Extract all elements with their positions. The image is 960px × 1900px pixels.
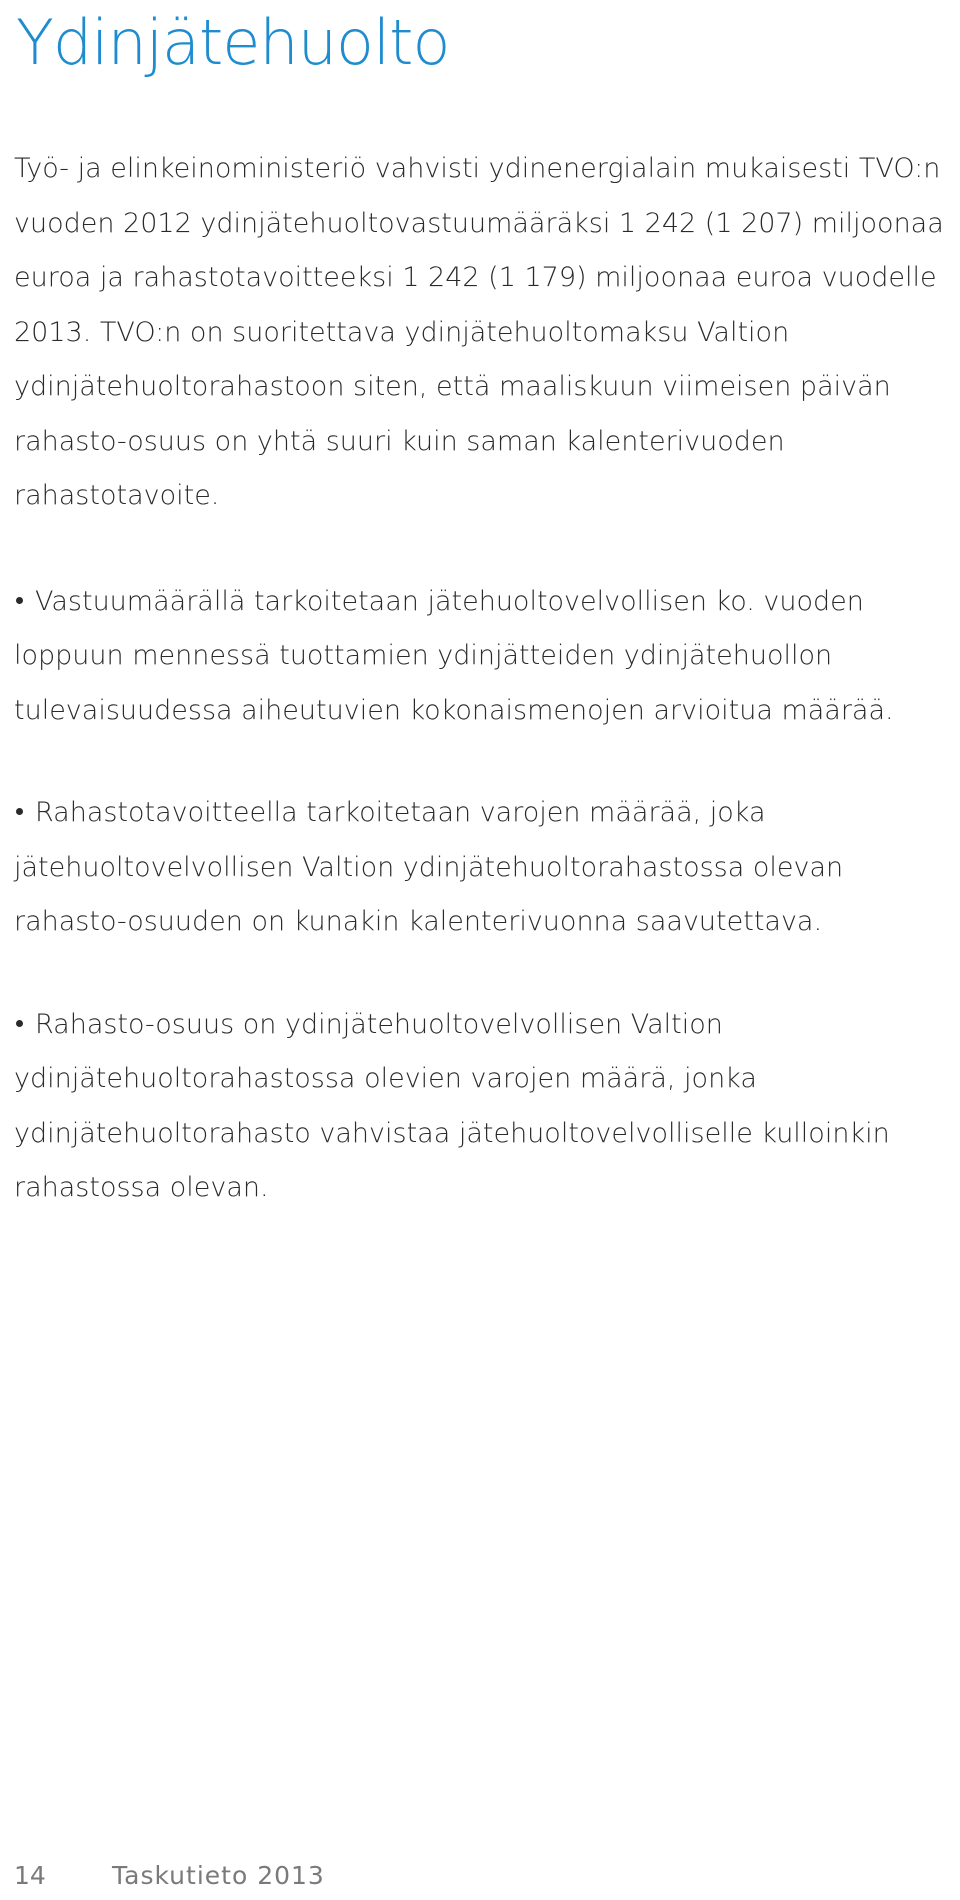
list-item-text: Vastuumäärällä tarkoitetaan jätehuoltovelvollisen ko. vuoden loppuun mennessä tuottamien ydinjätteiden ydinjätehuollon tulevaisuudessa aiheutuvien kokonaismenojen arvioitua määrää. [14, 585, 894, 726]
intro-paragraph: Työ- ja elinkeinoministeriö vahvisti ydinenergialain mukaisesti TVO:n vuoden 2012 ydinjätehuoltovastuumääräksi 1 242 (1 207) miljoonaa euroa ja rahastotavoitteeksi 1 242 (1 179) miljoonaa euroa vuodelle 2013. TVO:n on suoritettava ydinjätehuoltomaksu Valtion ydinjätehuoltorahastoon siten, että maaliskuun viimeisen päivän rahasto-osuus on yhtä suuri kuin saman kalenterivuoden rahastotavoite. [14, 153, 944, 511]
main-content [14, 142, 952, 1216]
list-item-text: Rahasto-osuus on ydinjätehuoltovelvollisen Valtion ydinjätehuoltorahastossa olevien varojen määrä, jonka ydinjätehuoltorahasto vahvistaa jätehuoltovelvolliselle kulloinkin rahastossa olevan. [14, 1008, 890, 1203]
bullet-icon [16, 597, 23, 604]
bullet-icon [16, 1020, 23, 1027]
page-number: 14 [14, 1861, 46, 1890]
list-item-text: Rahastotavoitteella tarkoitetaan varojen määrää, joka jätehuoltovelvollisen Valtion ydinjätehuoltorahastossa olevan rahasto-osuuden on kunakin kalenterivuonna saavutettava. [14, 797, 844, 937]
page-footer [14, 1860, 325, 1892]
bullet-icon [16, 808, 23, 815]
list-item [14, 575, 952, 739]
list-item [14, 998, 952, 1216]
page-title: Ydinjätehuolto [16, 6, 450, 79]
definition-list [14, 575, 952, 1216]
publication-name: Taskutieto 2013 [112, 1861, 325, 1890]
list-item [14, 786, 952, 950]
